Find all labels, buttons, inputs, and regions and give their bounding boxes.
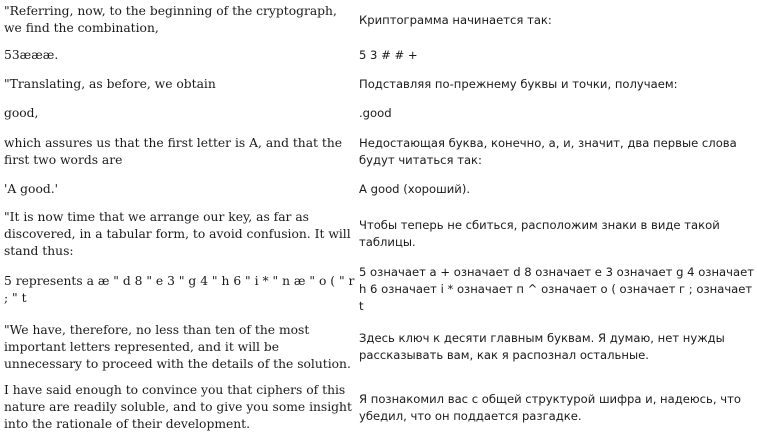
russian-text: Криптограмма начинается так: bbox=[359, 12, 552, 27]
russian-text: 5 означает а + означает d 8 означает е 3 означает g 4 означает h 6 означает i * означает п ^ означает о ( означает г ; означает t bbox=[359, 265, 755, 313]
russian-cell bbox=[356, 315, 757, 379]
english-cell bbox=[0, 128, 356, 175]
english-text: "Referring, now, to the beginning of the cryptograph, we find the combination, bbox=[4, 4, 337, 35]
english-cell bbox=[0, 379, 356, 436]
table-row bbox=[0, 40, 757, 70]
russian-cell bbox=[356, 40, 757, 70]
english-text: I have said enough to convince you that ciphers of this nature are readily soluble, and to give you some insight into the rationale of their development. bbox=[4, 383, 352, 431]
english-cell bbox=[0, 99, 356, 128]
table-row bbox=[0, 315, 757, 379]
table-row bbox=[0, 204, 757, 264]
russian-text: Недостающая буква, конечно, а, и, значит, два первые слова будут читаться так: bbox=[359, 135, 737, 167]
english-text: "Translating, as before, we obtain bbox=[4, 77, 216, 91]
table-row bbox=[0, 264, 757, 315]
english-cell bbox=[0, 40, 356, 70]
english-cell bbox=[0, 204, 356, 264]
russian-text: Здесь ключ к десяти главным буквам. Я думаю, нет нужды рассказывать вам, как я распознал остальные. bbox=[359, 331, 725, 362]
russian-cell bbox=[356, 99, 757, 128]
russian-cell bbox=[356, 128, 757, 175]
english-text: "It is now time that we arrange our key, as far as discovered, in a tabular form, to avoid confusion. It will stand thus: bbox=[4, 209, 351, 258]
russian-text: .good bbox=[359, 106, 392, 120]
english-text: "We have, therefore, no less than ten of the most important letters represented, and it will be unnecessary to proceed with the details of the solution. bbox=[4, 322, 351, 371]
english-cell bbox=[0, 70, 356, 99]
table-row bbox=[0, 0, 757, 40]
russian-cell bbox=[356, 264, 757, 315]
russian-cell bbox=[356, 0, 757, 40]
english-cell bbox=[0, 0, 356, 40]
russian-text: 5 3 # # + bbox=[359, 47, 418, 62]
english-text: which assures us that the first letter is A, and that the first two words are bbox=[4, 135, 343, 167]
table-row bbox=[0, 99, 757, 128]
table-row bbox=[0, 379, 757, 436]
table-row bbox=[0, 175, 757, 204]
english-text: 5 represents a æ " d 8 " e 3 " g 4 " h 6 " i * " n æ " o ( " r ; " t bbox=[4, 273, 355, 305]
english-text: 'A good.' bbox=[4, 182, 59, 196]
english-cell bbox=[0, 315, 356, 379]
russian-cell bbox=[356, 175, 757, 204]
russian-cell bbox=[356, 70, 757, 99]
russian-text: Подставляя по-прежнему буквы и точки, получаем: bbox=[359, 77, 678, 91]
english-text: 53æææ. bbox=[4, 47, 59, 62]
russian-cell bbox=[356, 379, 757, 436]
russian-text: A good (хороший). bbox=[359, 182, 471, 196]
russian-cell bbox=[356, 204, 757, 264]
table-row bbox=[0, 70, 757, 99]
english-text: good, bbox=[4, 106, 39, 120]
english-cell bbox=[0, 175, 356, 204]
english-cell bbox=[0, 264, 356, 315]
russian-text: Чтобы теперь не сбиться, расположим знаки в виде такой таблицы. bbox=[359, 218, 720, 249]
table-row bbox=[0, 128, 757, 175]
russian-text: Я познакомил вас с общей структурой шифра и, надеюсь, что убедил, что он поддается разгадке. bbox=[359, 391, 741, 423]
